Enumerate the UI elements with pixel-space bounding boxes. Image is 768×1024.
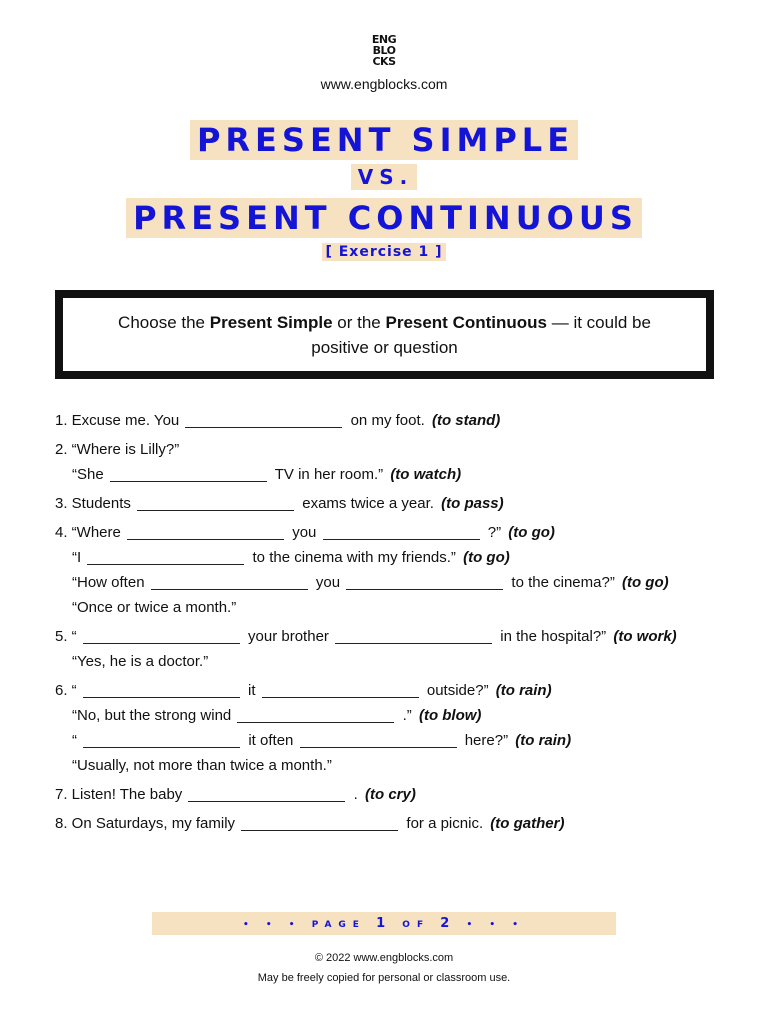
instructions-part-3: — it could be positive or question	[311, 312, 651, 357]
title-present-continuous: PRESENT CONTINUOUS	[126, 198, 642, 238]
exercise-text: “No, but the strong wind	[72, 707, 232, 724]
answer-blank[interactable]	[188, 785, 345, 802]
verb-hint: (to gather)	[490, 815, 565, 832]
page-word: PAGE	[311, 920, 366, 930]
exercise-6-line-4	[55, 753, 735, 778]
current-page-number: 1	[376, 916, 393, 931]
exercise-text: “Yes, he is a doctor.”	[72, 653, 209, 670]
title-line-3	[0, 198, 768, 238]
answer-blank[interactable]	[83, 627, 240, 644]
site-url[interactable]: www.engblocks.com	[320, 76, 448, 92]
exercise-text: you	[315, 574, 341, 591]
answer-blank[interactable]	[346, 573, 503, 590]
title-line-2	[0, 164, 768, 190]
verb-hint: (to work)	[613, 628, 677, 645]
logo-line-2: BLO	[372, 44, 396, 57]
exercise-7-line-1	[55, 782, 735, 807]
answer-blank[interactable]	[151, 573, 308, 590]
exercise-text: “Once or twice a month.”	[72, 599, 237, 616]
answer-blank[interactable]	[127, 523, 284, 540]
exercise-text: 7. Listen! The baby	[55, 786, 183, 803]
exercise-text: TV in her room.”	[274, 466, 384, 483]
answer-blank[interactable]	[237, 706, 394, 723]
verb-hint: (to blow)	[418, 707, 482, 724]
exercise-text: 3. Students	[55, 495, 131, 512]
exercise-8-line-1	[55, 811, 735, 836]
exercise-4-line-4	[55, 595, 735, 620]
answer-blank[interactable]	[87, 548, 244, 565]
exercise-text: outside?”	[426, 682, 489, 699]
exercise-label-row	[0, 243, 768, 261]
exercise-5-line-2	[55, 649, 735, 674]
exercise-text: “I	[72, 549, 82, 566]
exercise-text: .”	[402, 707, 412, 724]
verb-hint: (to go)	[463, 549, 510, 566]
instructions-box	[55, 290, 714, 379]
title-vs: VS.	[351, 164, 417, 190]
verb-hint: (to watch)	[390, 466, 462, 483]
exercise-text: here?”	[464, 732, 509, 749]
exercise-text: your brother	[248, 628, 329, 645]
verb-hint: (to rain)	[515, 732, 572, 749]
exercise-text: in the hospital?”	[500, 628, 607, 645]
exercise-6-line-3	[55, 728, 735, 753]
exercise-text: 5. “	[55, 628, 77, 645]
exercise-text: “Usually, not more than twice a month.”	[72, 757, 332, 774]
exercise-4-line-3	[55, 570, 735, 595]
exercise-text: 2. “Where is Lilly?”	[55, 441, 180, 458]
verb-hint: (to go)	[621, 574, 669, 591]
logo-line-1: ENG	[371, 33, 397, 46]
exercise-text: .	[353, 786, 358, 803]
exercise-6-line-2	[55, 703, 735, 728]
exercise-4-line-1	[55, 520, 735, 545]
title-line-1	[0, 120, 768, 160]
instructions-part-1: Choose the	[118, 312, 210, 332]
instructions-bold-present-simple: Present Simple	[209, 312, 333, 332]
exercise-text: “How often	[72, 574, 145, 591]
exercise-text: 6. “	[55, 682, 77, 699]
answer-blank[interactable]	[241, 814, 398, 831]
exercise-text: exams twice a year.	[302, 495, 434, 512]
exercise-text: on my foot.	[350, 412, 425, 429]
exercise-1-line-1	[55, 408, 735, 433]
engblocks-logo	[362, 34, 406, 67]
page-dots-left: • • •	[243, 920, 302, 930]
exercise-text: you	[292, 524, 317, 541]
exercise-3-line-1	[55, 491, 735, 516]
exercise-text: it often	[248, 732, 294, 749]
exercise-4-line-2	[55, 545, 735, 570]
verb-hint: (to pass)	[441, 495, 504, 512]
exercise-text: 1. Excuse me. You	[55, 412, 180, 429]
page-dots-right: • • •	[466, 920, 525, 930]
instructions-part-2: or the	[332, 312, 386, 332]
copyright-notice: © 2022 www.engblocks.com	[314, 952, 454, 964]
exercise-text: it	[248, 682, 256, 699]
exercise-text: to the cinema with my friends.”	[252, 549, 456, 566]
answer-blank[interactable]	[83, 731, 240, 748]
license-notice: May be freely copied for personal or classroom use.	[257, 972, 511, 984]
answer-blank[interactable]	[300, 731, 457, 748]
exercise-text: 8. On Saturdays, my family	[55, 815, 236, 832]
instructions-bold-present-continuous: Present Continuous	[385, 312, 547, 332]
exercise-5-line-1	[55, 624, 735, 649]
answer-blank[interactable]	[137, 494, 294, 511]
exercise-text: to the cinema?”	[511, 574, 615, 591]
exercise-2-line-1	[55, 437, 735, 462]
logo-line-3: CKS	[372, 55, 396, 68]
answer-blank[interactable]	[323, 523, 480, 540]
instructions-text	[103, 310, 666, 360]
page-of-word: OF	[402, 920, 431, 930]
exercise-text: “She	[72, 466, 104, 483]
exercise-label: [ Exercise 1 ]	[322, 243, 445, 261]
exercise-text: for a picnic.	[406, 815, 484, 832]
total-pages-number: 2	[440, 916, 457, 931]
verb-hint: (to rain)	[495, 682, 552, 699]
exercise-text: 4. “Where	[55, 524, 121, 541]
answer-blank[interactable]	[83, 681, 240, 698]
verb-hint: (to stand)	[431, 412, 501, 429]
answer-blank[interactable]	[185, 411, 342, 428]
answer-blank[interactable]	[262, 681, 419, 698]
verb-hint: (to go)	[508, 524, 555, 541]
exercise-6-line-1	[55, 678, 735, 703]
verb-hint: (to cry)	[365, 786, 416, 803]
title-present-simple: PRESENT SIMPLE	[190, 120, 578, 160]
page-indicator	[152, 912, 616, 935]
exercise-list	[55, 408, 735, 836]
exercise-text: ?”	[487, 524, 502, 541]
exercise-2-line-2	[55, 462, 735, 487]
answer-blank[interactable]	[110, 465, 267, 482]
exercise-text: “	[72, 732, 77, 749]
answer-blank[interactable]	[335, 627, 492, 644]
